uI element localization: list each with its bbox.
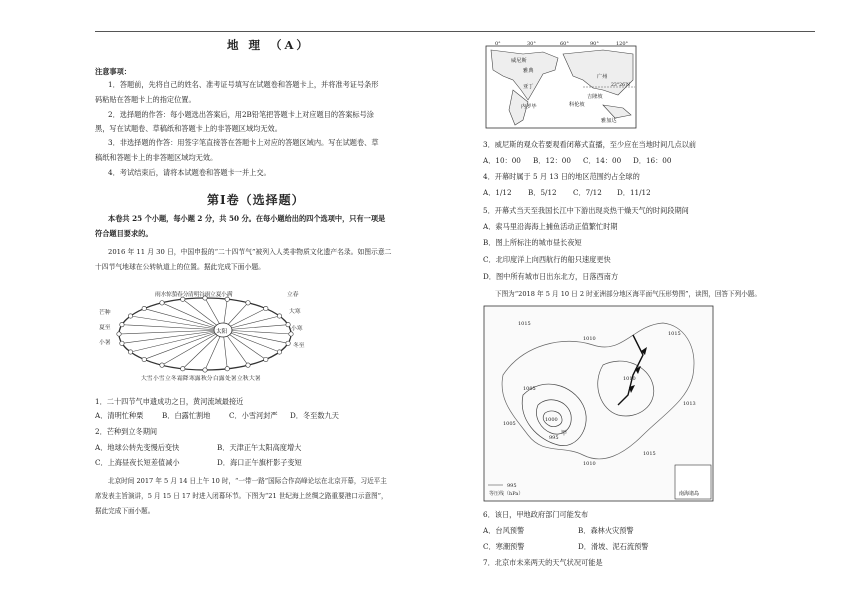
isobar-label: 1013	[683, 401, 696, 407]
notice-line: 黑，写在试题卷、草稿纸和答题卡上的非答题区域均无效。	[95, 124, 282, 133]
notice-line: 2．选择题的作答：每小题选出答案后，用2B铅笔把答题卡上对应题目的答案标号涂	[108, 110, 374, 119]
question-5-stem: 5．开幕式当天至我国长江中下游出现炎热干燥天气的时间段期间	[483, 206, 689, 215]
q6-option-b: B．森林火灾预警	[578, 526, 634, 535]
solar-term-label: 立秋	[237, 376, 249, 382]
isobar-label: 1015	[518, 321, 531, 327]
lon-label: 30°	[527, 41, 536, 47]
earth-position-marker	[128, 350, 132, 354]
solar-term-label: 立冬	[165, 376, 177, 382]
orbit-spoke	[144, 309, 223, 330]
solar-term-label: 小寒	[291, 326, 303, 332]
solar-term-label: 小满	[221, 292, 233, 298]
page-title: 地 理 （A）	[227, 38, 311, 52]
header-rule	[95, 31, 815, 32]
inset-label: 南海诸岛	[679, 491, 700, 497]
earth-position-marker	[142, 357, 146, 361]
solar-term-label: 夏至	[99, 325, 111, 331]
location-jia: 甲	[561, 430, 568, 437]
solar-term-label: 芒种	[99, 310, 111, 316]
solar-term-label: 立夏	[210, 292, 222, 298]
earth-position-marker	[160, 301, 164, 305]
lon-label: 60°	[560, 41, 569, 47]
place-athens: 雅典	[523, 68, 534, 74]
place-jakarta: 雅加达	[601, 118, 617, 124]
solar-term-label: 立春	[287, 292, 299, 298]
orbit-spoke	[131, 316, 223, 330]
tropic-label: 23°26′N	[611, 83, 631, 88]
q5-option-c: C．北印度洋上向西航行的船只速度更快	[483, 255, 611, 264]
passage-text: 十四节气地球在公转轨道上的位置。据此完成下面小题。	[95, 263, 265, 271]
legend-value: 995	[507, 483, 517, 489]
question-4-stem: 4．开幕时属于 5 月 13 日的地区范围约占全球的	[483, 172, 640, 181]
solar-term-label: 大暑	[249, 376, 261, 382]
q4-option-c: C．7/12	[573, 188, 602, 197]
solar-term-label: 惊蛰	[166, 292, 178, 298]
q4-option-b: B．5/12	[528, 188, 557, 197]
q3-option-d: D．16：00	[633, 156, 672, 165]
section-intro: 符合题目要求的。	[95, 229, 153, 238]
place-aden: 亚丁	[523, 84, 534, 90]
solar-term-label: 处暑	[225, 376, 237, 382]
orbit-spoke	[162, 330, 223, 365]
notice-heading: 注意事项：	[95, 67, 131, 76]
q5-option-a: A．索马里沿海海上捕鱼活动正值繁忙时期	[483, 222, 618, 231]
orbit-spoke	[144, 330, 223, 359]
passage-text: 2016 年 11 月 30 日，中国申报的“二十四节气”被列入人类非物质文化遗产名录。如图示意二	[108, 248, 392, 256]
solar-term-label: 霜降	[177, 376, 189, 382]
silk-road-port-map	[483, 40, 643, 132]
place-colombo: 科伦坡	[569, 102, 585, 108]
q1-option-a: A．清明忙种栗	[95, 411, 144, 420]
q1-option-d: D．冬至数九天	[290, 411, 339, 420]
question-6-stem: 6．该日，甲地政府部门可能发布	[483, 510, 589, 519]
earth-position-marker	[128, 314, 132, 318]
solar-term-label: 冬至	[293, 343, 305, 349]
q5-option-b: B．图上所标注的城市昼长夜短	[483, 238, 582, 247]
q1-option-b: B．白露忙割地	[162, 411, 211, 420]
isobar-label: 1005	[503, 421, 516, 427]
q1-option-c: C．小雪河封严	[229, 411, 278, 420]
solar-term-label: 谷雨	[199, 292, 211, 298]
q5-option-d: D．图中所有城市日出东北方，日落西南方	[483, 272, 619, 281]
notice-line: 3．非选择题的作答：用签字笔直接答在答题卡上对应的答题区域内。写在试题卷、草	[108, 138, 379, 147]
isobar-label: 1005	[523, 386, 536, 392]
earth-position-marker	[225, 367, 229, 371]
lon-label: 0°	[495, 41, 501, 47]
earth-position-marker	[277, 350, 281, 354]
pressure-map	[483, 305, 715, 503]
earth-position-marker	[142, 306, 146, 310]
question-2-stem: 2．芒种到立冬期间	[95, 427, 158, 436]
earth-position-marker	[264, 306, 268, 310]
section-title: 第Ⅰ卷（选择题）	[207, 193, 305, 207]
earth-position-marker	[246, 301, 250, 305]
question-1-stem: 1．二十四节气申遗成功之日，黄河流域最接近	[95, 397, 244, 406]
section-intro: 本卷共 25 个小题，每小题 2 分，共 50 分。在每小题给出的四个选项中，只有一项是	[108, 214, 386, 223]
q6-option-d: D．滑坡、泥石流预警	[578, 542, 649, 551]
isobar-label: 1015	[668, 331, 681, 337]
q4-option-a: A．1/12	[483, 188, 512, 197]
solar-term-label: 大寒	[289, 309, 301, 315]
earth-position-marker	[246, 363, 250, 367]
lon-label: 90°	[590, 41, 599, 47]
earth-position-marker	[286, 322, 290, 326]
notice-line: 稿纸和答题卡上的非答题区域均无效。	[95, 153, 218, 162]
q6-option-a: A．台风预警	[483, 526, 525, 535]
isobar-label: 1010	[583, 461, 596, 467]
passage-text: 据此完成下面小题。	[95, 507, 155, 515]
q6-option-c: C．寒潮预警	[483, 542, 525, 551]
place-venice: 威尼斯	[511, 58, 527, 64]
place-nairobi: 内罗毕	[521, 104, 537, 110]
notice-line: 1．答题前，先将自己的姓名、准考证号填写在试题卷和答题卡上，并将准考证号条形	[108, 80, 379, 89]
isobar-label: 1015	[643, 451, 656, 457]
solar-term-label: 白露	[213, 376, 225, 382]
solar-term-label: 清明	[188, 292, 200, 298]
question-3-stem: 3．威尼斯的观众若要观看闭幕式直播，至少应在当地时间几点以前	[483, 140, 697, 149]
q3-option-b: B．12：00	[533, 156, 571, 165]
q2-option-a: A．地球公转先变慢后变快	[95, 443, 180, 452]
question-7-stem: 7．北京市未来两天的天气状况可能是	[483, 558, 603, 567]
earth-position-marker	[120, 322, 124, 326]
isobar-label: 1010	[623, 376, 636, 382]
solar-terms-diagram	[95, 278, 315, 390]
isobar-label: 1000	[545, 417, 558, 423]
legend-label: 等压线（hPa）	[489, 491, 524, 497]
lon-label: 120°	[616, 41, 629, 47]
orbit-spoke	[183, 330, 223, 369]
earth-position-marker	[286, 341, 290, 345]
solar-term-label: 寒露	[189, 376, 201, 382]
orbit-spoke	[223, 330, 279, 352]
solar-term-label: 大雪	[141, 376, 153, 382]
passage-text: 下图为“2018 年 5 月 10 日 2 时亚洲部分地区海平面气压形势图”，读图，回答下列小题。	[495, 290, 761, 298]
place-guangzhou: 广州	[597, 74, 608, 80]
place-kuala-lumpur: 吉隆坡	[587, 94, 603, 100]
q2-option-d: D．海口正午旗杆影子变短	[217, 458, 302, 467]
notice-line: 4．考试结束后，请将本试题卷和答题卡一并上交。	[108, 168, 271, 177]
q2-option-c: C．上海昼夜长短差值减小	[95, 458, 180, 467]
solar-term-label: 雨水	[155, 292, 167, 298]
orbit-spoke	[122, 325, 223, 330]
earth-position-marker	[264, 357, 268, 361]
earth-position-marker	[160, 363, 164, 367]
solar-term-label: 春分	[177, 292, 189, 298]
earth-position-marker	[203, 368, 207, 372]
passage-text: 北京时间 2017 年 5 月 14 日上午 10 时，“一带一路”国际合作高峰论坛在北京开幕，习近平主	[108, 477, 387, 485]
earth-position-marker	[117, 332, 121, 336]
isobar-label: 1010	[583, 336, 596, 342]
solar-term-label: 小暑	[99, 340, 111, 346]
notice-line: 码粘贴在答题卡上的指定位置。	[95, 95, 196, 104]
earth-position-marker	[181, 367, 185, 371]
q3-option-a: A．10：00	[483, 156, 521, 165]
isobar-label: 995	[549, 435, 559, 441]
q2-option-b: B．天津正午太阳高度增大	[217, 443, 302, 452]
sun-label: 太阳	[216, 329, 228, 335]
earth-position-marker	[289, 332, 293, 336]
earth-position-marker	[120, 341, 124, 345]
q4-option-d: D．11/12	[617, 188, 651, 197]
q3-option-c: C．14：00	[583, 156, 622, 165]
solar-term-label: 秋分	[201, 376, 213, 382]
passage-text: 席发表主旨演讲，5 月 15 日 17 时进入闭幕环节。下图为“21 世纪海上丝绸之路重要港口示意图”，	[95, 492, 388, 500]
solar-term-label: 小雪	[153, 376, 165, 382]
earth-position-marker	[277, 314, 281, 318]
